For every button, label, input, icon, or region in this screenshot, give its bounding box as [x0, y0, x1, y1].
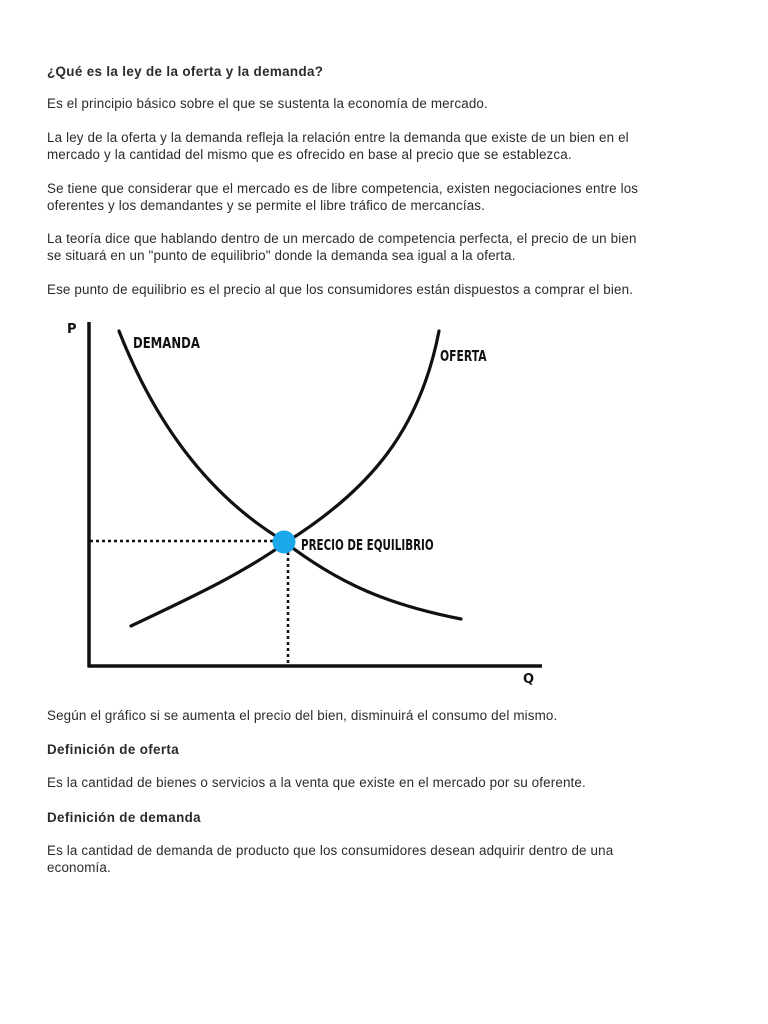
paragraph-equilibrio: Ese punto de equilibrio es el precio al que los consumidores están dispuestos a comprar el bien.	[47, 282, 634, 297]
paragraph-oferta: Es la cantidad de bienes o servicios a la venta que existe en el mercado por su oferente.	[47, 775, 586, 790]
paragraph-teoria	[47, 230, 727, 264]
paragraph-line: La ley de la oferta y la demanda refleja la relación entre la demanda que existe de un bien en el	[47, 130, 629, 145]
demand-curve	[119, 331, 461, 619]
paragraph-grafico: Según el gráfico si se aumenta el precio del bien, disminuirá el consumo del mismo.	[47, 708, 558, 723]
paragraph-principio: Es el principio básico sobre el que se sustenta la economía de mercado.	[47, 96, 488, 111]
supply-curve	[131, 331, 439, 626]
demand-label: DEMANDA	[132, 335, 200, 353]
paragraph-line: Es la cantidad de demanda de producto que los consumidores desean adquirir dentro de una	[47, 843, 614, 858]
paragraph-line: economía.	[47, 860, 111, 875]
supply-demand-diagram	[0, 300, 768, 700]
paragraph-line: oferentes y los demandantes y se permite el libre tráfico de mercancías.	[47, 198, 486, 213]
y-axis-label: P	[67, 322, 77, 337]
supply-label: OFERTA	[440, 348, 487, 366]
paragraph-demanda	[47, 842, 727, 876]
paragraph-line: Se tiene que considerar que el mercado es de libre competencia, existen negociaciones entre los	[47, 181, 639, 196]
heading-demanda: Definición de demanda	[47, 810, 201, 825]
equilibrium-label: PRECIO DE EQUILIBRIO	[301, 537, 434, 555]
paragraph-mercado	[47, 180, 727, 214]
paragraph-line: se situará en un "punto de equilibrio" donde la demanda sea igual a la oferta.	[47, 248, 516, 263]
heading-oferta: Definición de oferta	[47, 742, 179, 757]
x-axis-label: Q	[523, 672, 535, 687]
equilibrium-point	[273, 531, 296, 554]
page-title: ¿Qué es la ley de la oferta y la demanda?	[47, 64, 324, 79]
paragraph-line: La teoría dice que hablando dentro de un mercado de competencia perfecta, el precio de un bien	[47, 231, 637, 246]
paragraph-ley	[47, 129, 727, 163]
paragraph-line: mercado y la cantidad del mismo que es ofrecido en base al precio que se establezca.	[47, 147, 572, 162]
